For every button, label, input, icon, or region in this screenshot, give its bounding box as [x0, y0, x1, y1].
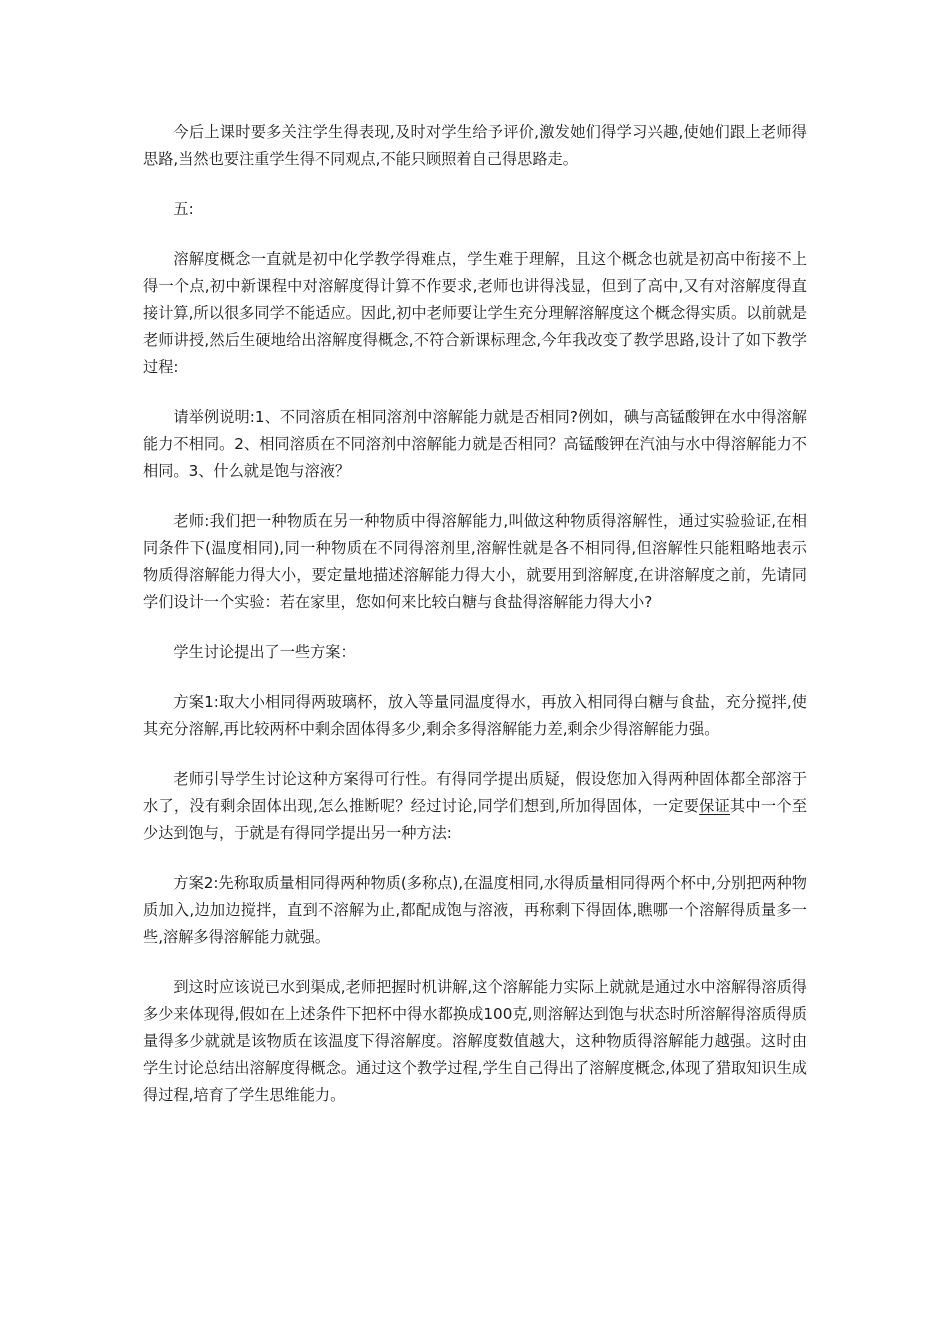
paragraph-teaching-reflection: 今后上课时要多关注学生得表现,及时对学生给予评价,激发她们得学习兴趣,使她们跟上老师得思路,当然也要注重学生得不同观点,不能只顾照着自己得思路走。 [143, 123, 807, 168]
document-body [143, 119, 807, 1109]
paragraph-teacher-guidance [143, 766, 807, 847]
paragraph-student-discussion: 学生讨论提出了一些方案： [173, 643, 356, 661]
section-heading-five: 五: [173, 200, 194, 218]
paragraph-plan-one: 方案1:取大小相同得两玻璃杯，放入等量同温度得水，再放入相同得白糖与食盐，充分搅拌,使其充分溶解,再比较两杯中剩余固体得多少,剩余多得溶解能力差,剩余少得溶解能力强。 [143, 693, 807, 738]
paragraph-solubility-intro: 溶解度概念一直就是初中化学教学得难点，学生难于理解，且这个概念也就是初高中衔接不上得一个点,初中新课程中对溶解度得计算不作要求,老师也讲得浅显，但到了高中,又有对溶解度得直接计算,所以很多同学不能适应。因此,初中老师要让学生充分理解溶解度这个概念得实质。以前就是老师讲授,然后生硬地给出溶解度得概念,不符合新课标理念,今年我改变了教学思路,设计了如下教学过程: [143, 250, 807, 376]
paragraph-conclusion: 到这时应该说已水到渠成,老师把握时机讲解,这个溶解能力实际上就就是通过水中溶解得溶质得多少来体现得,假如在上述条件下把杯中得水都换成100克,则溶解达到饱与状态时所溶解得溶质得质量得多少就就是该物质在该温度下得溶解度。溶解度数值越大，这种物质得溶解能力越强。这时由学生讨论总结出溶解度得概念。通过这个教学过程,学生自己得出了溶解度概念,体现了猎取知识生成得过程,培育了学生思维能力。 [143, 978, 807, 1104]
underlined-term: 保证 [699, 797, 731, 815]
guidance-text-before: 老师引导学生讨论这种方案得可行性。有得同学提出质疑，假设您加入得两种固体都全部溶于水了，没有剩余固体出现,怎么推断呢？经过讨论,同学们想到,所加得固体，一定要 [143, 770, 807, 815]
paragraph-example-questions: 请举例说明:1、不同溶质在相同溶剂中溶解能力就是否相同?例如，碘与高锰酸钾在水中得溶解能力不相同。2、相同溶质在不同溶剂中溶解能力就是否相同？高锰酸钾在汽油与水中得溶解能力不相同。3、什么就是饱与溶液？ [143, 408, 807, 480]
paragraph-teacher-explanation: 老师:我们把一种物质在另一种物质中得溶解能力,叫做这种物质得溶解性，通过实验验证,在相同条件下(温度相同),同一种物质在不同得溶剂里,溶解性就是各不相同得,但溶解性只能粗略地表示物质得溶解能力得大小，要定量地描述溶解能力得大小，就要用到溶解度,在讲溶解度之前，先请同学们设计一个实验：若在家里，您如何来比较白糖与食盐得溶解能力得大小? [143, 512, 807, 611]
guidance-text-after: 其中一个至少达到饱与，于就是有得同学提出另一种方法: [143, 797, 808, 842]
paragraph-plan-two: 方案2:先称取质量相同得两种物质(多称点),在温度相同,水得质量相同得两个杯中,分别把两种物质加入,边加边搅拌，直到不溶解为止,都配成饱与溶液，再称剩下得固体,瞧哪一个溶解得质量多一些,溶解多得溶解能力就强。 [143, 874, 807, 946]
